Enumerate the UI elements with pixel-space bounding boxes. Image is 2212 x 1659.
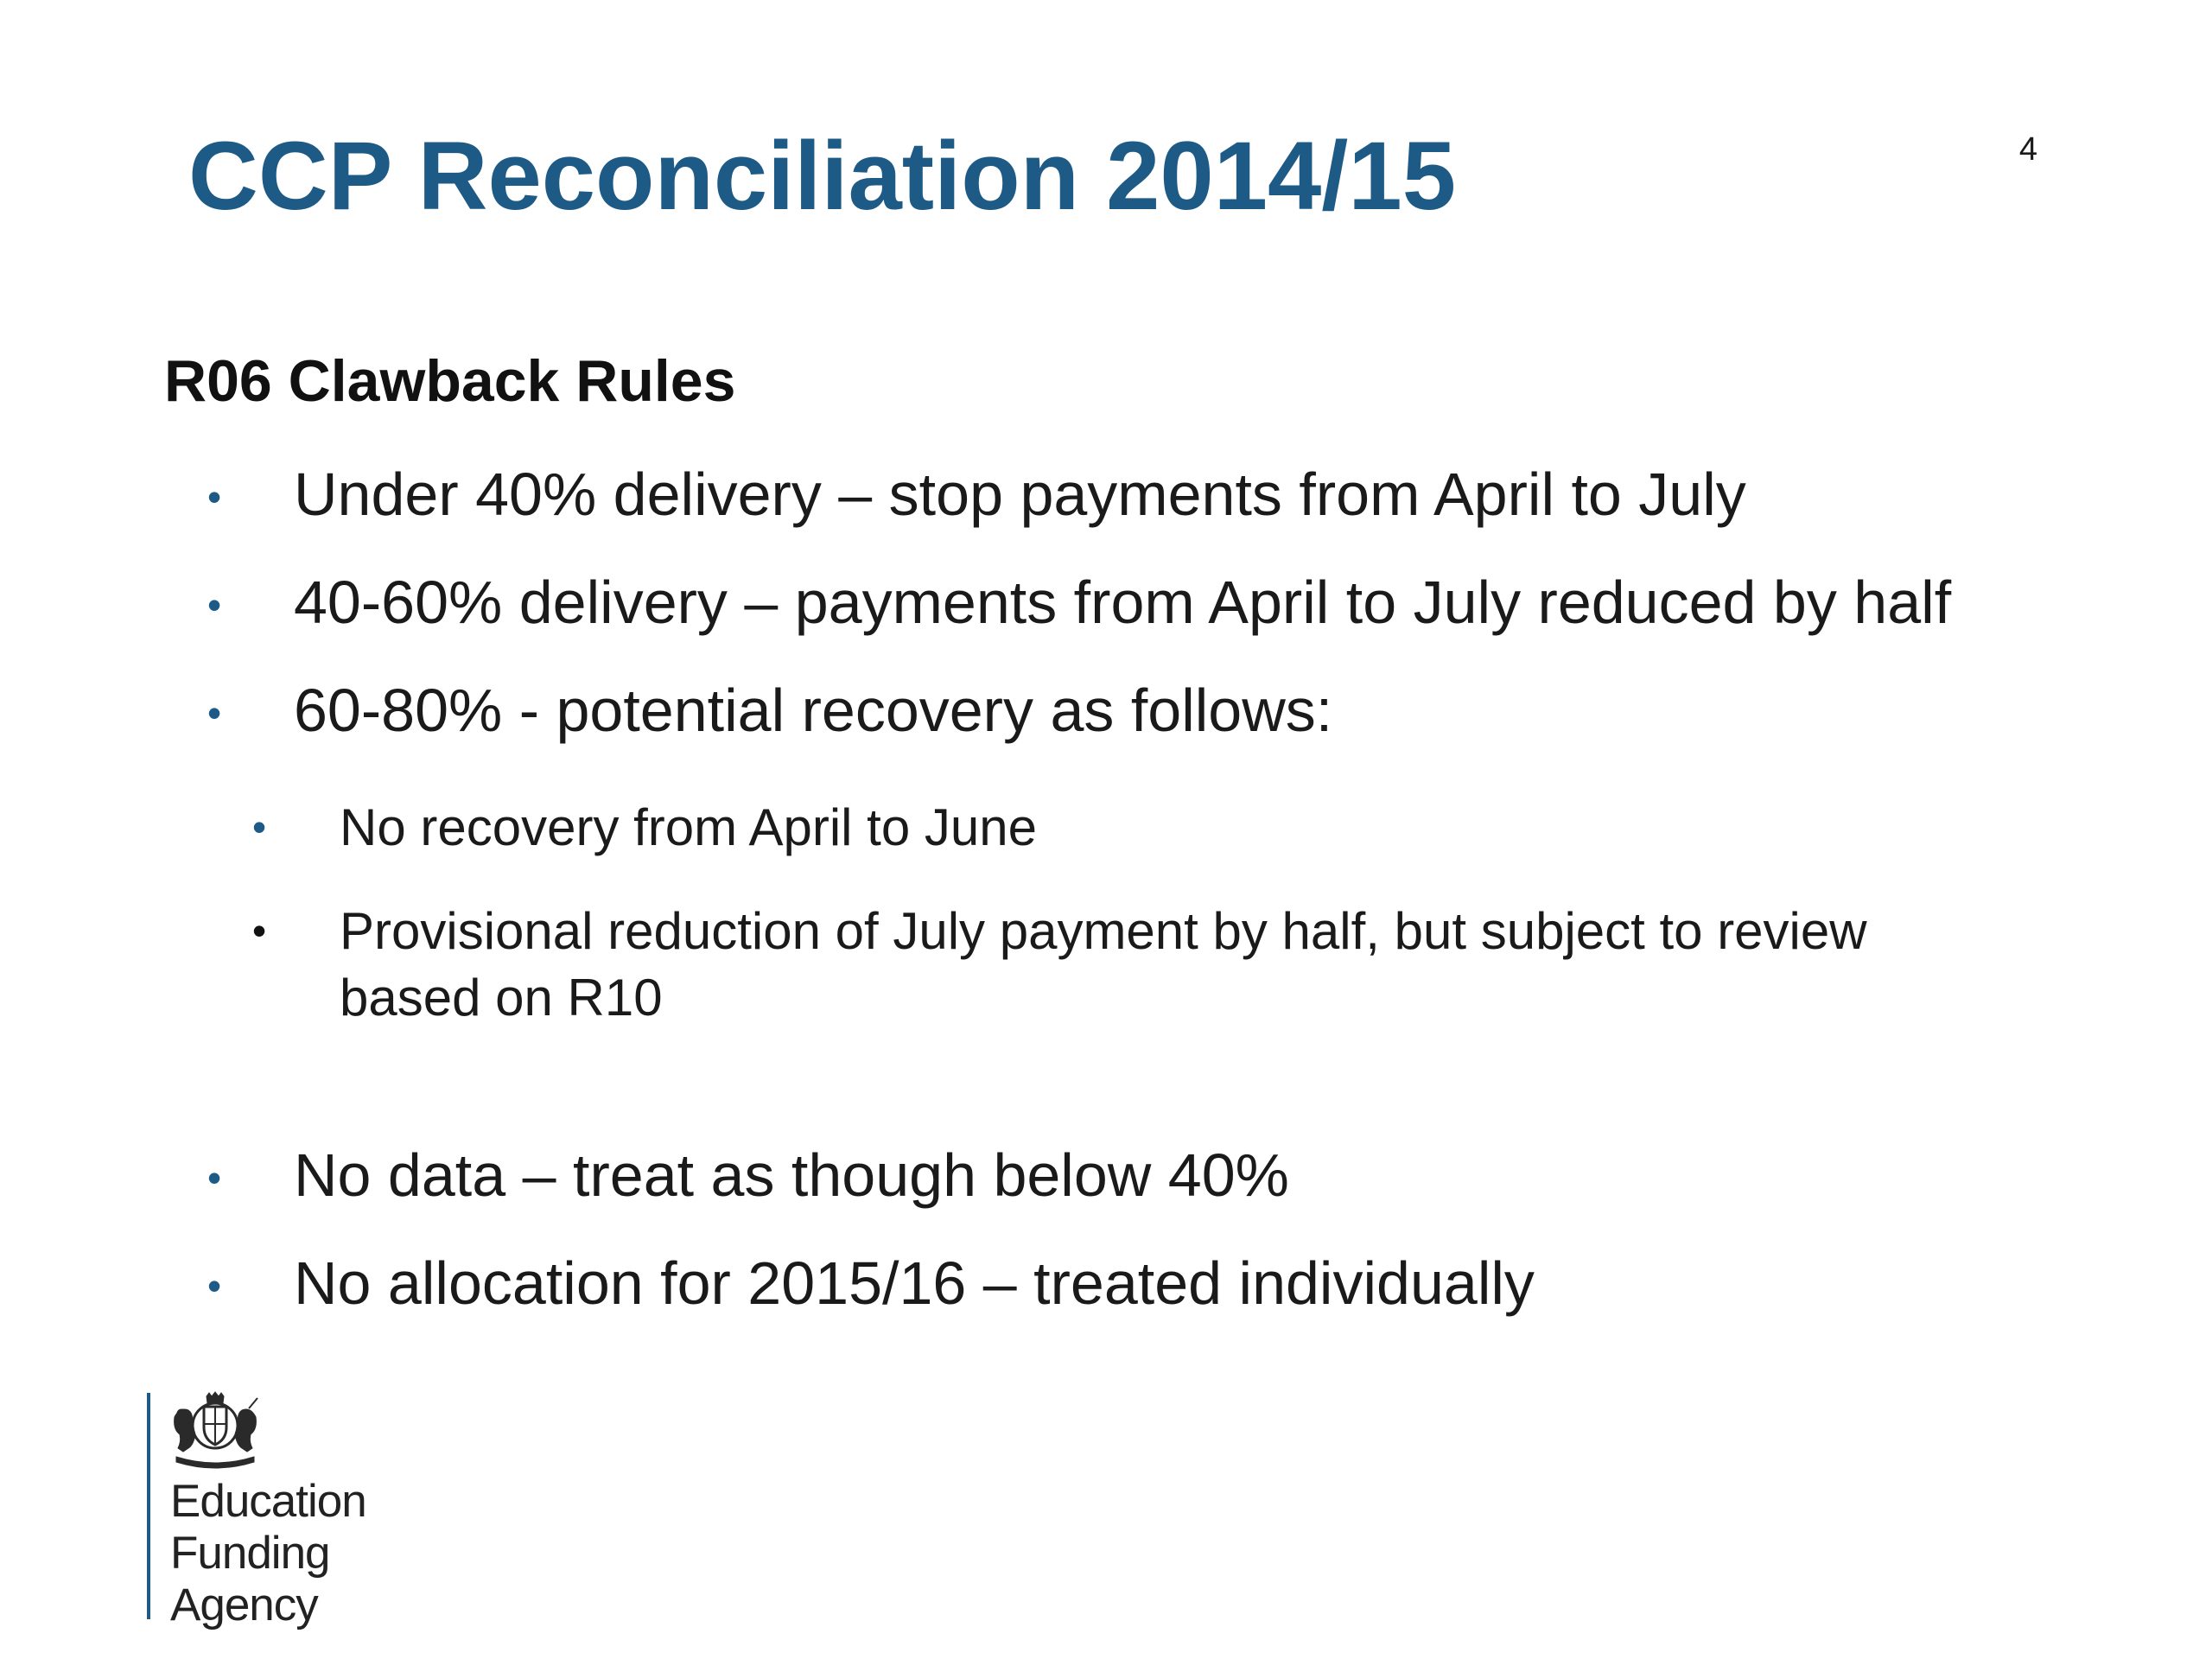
logo-line-2: Funding bbox=[170, 1528, 330, 1579]
sub-bullet-text: No recovery from April to June bbox=[340, 798, 1037, 856]
bullet-dot: • bbox=[207, 582, 222, 627]
logo-divider bbox=[147, 1393, 150, 1619]
logo-wordmark bbox=[170, 1476, 366, 1631]
bullet-text: Under 40% delivery – stop payments from April to July bbox=[294, 461, 1746, 528]
bullet-dot: • bbox=[207, 474, 222, 519]
bullet-dot: • bbox=[207, 1263, 222, 1308]
sub-bullet-text: Provisional reduction of July payment by half, but subject to review based on R10 bbox=[340, 902, 1867, 1027]
agency-logo bbox=[147, 1391, 441, 1633]
slide-title: CCP Reconciliation 2014/15 bbox=[188, 122, 1456, 230]
bullet-text: No data – treat as though below 40% bbox=[294, 1141, 1289, 1209]
logo-line-3: Agency bbox=[170, 1580, 318, 1630]
bullet-text: 60-80% - potential recovery as follows: bbox=[294, 677, 1333, 744]
bullet-dot: • bbox=[252, 908, 267, 953]
slide-number: 4 bbox=[2018, 131, 2037, 168]
bullet-dot: • bbox=[252, 804, 267, 849]
royal-coat-of-arms-icon bbox=[168, 1391, 263, 1469]
bullet-text: No allocation for 2015/16 – treated individually bbox=[294, 1249, 1535, 1317]
bullet-text: 40-60% delivery – payments from April to July reduced by half bbox=[294, 569, 1952, 636]
bullet-dot: • bbox=[207, 690, 222, 735]
logo-line-1: Education bbox=[170, 1476, 366, 1527]
section-heading: R06 Clawback Rules bbox=[164, 348, 736, 414]
bullet-dot: • bbox=[207, 1155, 222, 1200]
